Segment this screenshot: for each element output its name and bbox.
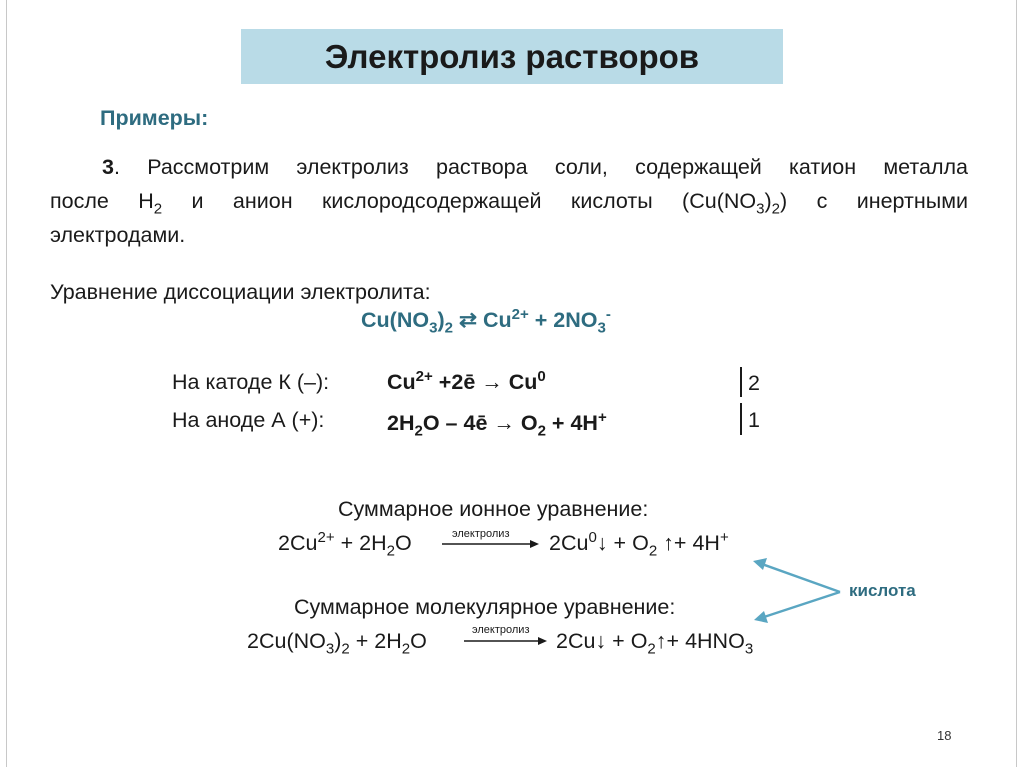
ionic-left-side <box>278 528 412 560</box>
text-part: + 4H <box>545 411 598 435</box>
text-part: после H <box>50 189 154 213</box>
text-part: Cu(NO <box>361 308 430 332</box>
text-part: O <box>410 629 427 653</box>
paragraph-line-1 <box>50 150 968 184</box>
subscript: 3 <box>429 319 438 337</box>
superscript: 2+ <box>317 528 335 546</box>
superscript: + <box>597 408 607 426</box>
subscript: 3 <box>325 640 335 658</box>
page-number: 18 <box>937 728 952 743</box>
subscript: 2 <box>647 640 656 658</box>
molecular-reaction-arrow <box>462 635 548 647</box>
text-part: +2ē → Cu <box>432 370 538 394</box>
slide-border-left <box>6 0 7 767</box>
text-part: ) <box>764 189 772 213</box>
example-paragraph <box>50 150 968 252</box>
subscript: 2 <box>341 640 350 658</box>
subscript: 2 <box>444 319 453 337</box>
text-part: 2Cu <box>549 531 589 555</box>
text-part: O <box>394 531 412 555</box>
text-part: ↑+ 4H <box>657 531 720 555</box>
slide-title: Электролиз растворов <box>324 37 700 75</box>
text-part: 2H <box>387 411 415 435</box>
text-part: ↑+ 4HNO <box>655 629 745 653</box>
subscript: 2 <box>401 640 411 658</box>
title-banner <box>241 29 783 84</box>
text-part: Cu <box>387 370 416 394</box>
text-part: ) <box>437 308 445 332</box>
text-part: ↓ + O <box>596 531 649 555</box>
subscript: 3 <box>744 640 754 658</box>
text-part: ⇄ Cu <box>453 308 512 332</box>
subscript: 2 <box>414 422 423 440</box>
text-part: 2Cu↓ + O <box>556 629 648 653</box>
subscript: 2 <box>386 542 395 560</box>
acid-pointer-arrows <box>740 550 850 630</box>
anode-label: На аноде А (+): <box>172 408 325 432</box>
ionic-reaction-arrow <box>440 538 540 550</box>
molecular-arrow-label: электролиз <box>472 624 530 636</box>
ionic-label: Суммарное ионное уравнение: <box>338 497 649 521</box>
subscript: 3 <box>756 200 765 218</box>
text-part: 2Cu(NO <box>247 629 326 653</box>
acid-label: кислота <box>849 581 916 600</box>
superscript: 0 <box>537 367 546 385</box>
subscript: 2 <box>771 200 781 218</box>
anode-divider <box>740 403 742 435</box>
superscript: + <box>719 528 729 546</box>
molecular-right-side <box>556 629 754 658</box>
molecular-left-side <box>247 629 427 658</box>
cathode-coefficient: 2 <box>748 371 760 395</box>
superscript: 0 <box>588 528 597 546</box>
text-part: 2Cu <box>278 531 318 555</box>
anode-coefficient: 1 <box>748 408 760 432</box>
text-part: ) <box>334 629 342 653</box>
text-part: ) с инертными <box>780 189 968 213</box>
text-part: и анион кислородсодержащей кислоты (Cu(NO <box>162 189 757 213</box>
superscript: - <box>605 305 611 323</box>
anode-equation <box>387 408 607 440</box>
subscript: 2 <box>648 542 658 560</box>
ionic-arrow-label: электролиз <box>452 528 510 540</box>
cathode-divider <box>740 367 742 397</box>
examples-label: Примеры: <box>100 106 209 130</box>
paragraph-line-2 <box>50 184 968 218</box>
subscript: 3 <box>597 319 606 337</box>
paragraph-line-1-text: . Рассмотрим электролиз раствора соли, содержащей катион металла <box>113 155 968 179</box>
molecular-label: Суммарное молекулярное уравнение: <box>294 595 676 619</box>
slide-border-right <box>1016 0 1017 767</box>
cathode-equation <box>387 367 546 395</box>
text-part: + 2H <box>349 629 402 653</box>
superscript: 2+ <box>511 305 529 323</box>
ionic-right-side <box>549 528 729 560</box>
superscript: 2+ <box>415 367 433 385</box>
cathode-label: На катоде К (–): <box>172 370 330 394</box>
subscript: 2 <box>153 200 163 218</box>
example-number: 3 <box>102 155 114 179</box>
dissociation-equation <box>361 305 611 337</box>
text-part: O – 4ē → O <box>422 411 538 435</box>
text-part: + 2H <box>334 531 387 555</box>
dissociation-label: Уравнение диссоциации электролита: <box>50 280 431 304</box>
paragraph-line-3: электродами. <box>50 223 186 247</box>
subscript: 2 <box>537 422 546 440</box>
text-part: + 2NO <box>528 308 598 332</box>
